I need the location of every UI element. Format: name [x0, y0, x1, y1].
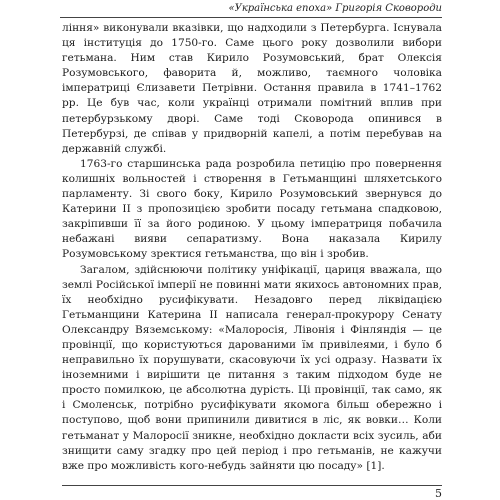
- running-header-title: «Українська епоха» Григорія Сковороди: [228, 3, 442, 14]
- paragraph: ління» виконували вказівки, що надходили з Петербурга. Існувала ця інституція до 1750-го. Саме цього року дозволили вибори гетьмана. Ним став Кирило Розумовський, брат Олексія Розумовського, фаворита й, можливо, таємного чоловіка імператриці Єлизавети Петрівни. Остання правила в 1741–1762 рр. Це був час, коли українці отримали помітний вплив при петербурзькому дворі. Саме тоді Сковорода опинився в Петербурзі, де співав у придворній капелі, а потім перебував на державній службі.: [62, 22, 442, 155]
- footer-rule: [62, 485, 442, 486]
- page-number: 5: [435, 487, 442, 500]
- paragraph: Загалом, здійснюючи політику уніфікації, цариця вважала, що землі Російської імперії не повинні мати якихось автономних прав, їх необхідно русифікувати. Незадовго перед ліквідацією Гетьманщини Катерина ІІ написала генерал-прокурору Сенату Олександру Вяземському: «Малоросія, Лівонія і Фінляндія — це провінції, що користуються дарованими їм привілеями, і було б неправильно їх порушувати, скасовуючи їх усі одразу. Назвати їх іноземними і вирішити це питання з таким підходом буде не просто помилкою, це абсолютна дурість. Ці провінції, так само, як і Смоленськ, потрібно русифікувати якомога більш обережно і поступово, щоб вони припинили дивитися в ліс, як вовки… Коли гетьманат у Малоросії зникне, необхідно докласти всіх зусиль, аби знищити саму згадку про цей період і про гетьманів, не кажучи вже про можливість кого-небудь зайняти цю посаду» [1].: [62, 263, 442, 472]
- running-header: [60, 4, 442, 18]
- page-body: [62, 21, 442, 474]
- paragraph: 1763-го старшинська рада розробила петицію про повернення колишніх вольностей і створення в Гетьманщині шляхетського парламенту. Зі свого боку, Кирило Розумовський звернувся до Катерини ІІ з пропозицією зробити посаду гетьмана спадковою, закріпивши її за його родиною. У цьому імператриця побачила небажані вияви сепаратизму. Вона наказала Кирилу Розумовському зректися гетьманства, що він і зробив.: [62, 157, 442, 261]
